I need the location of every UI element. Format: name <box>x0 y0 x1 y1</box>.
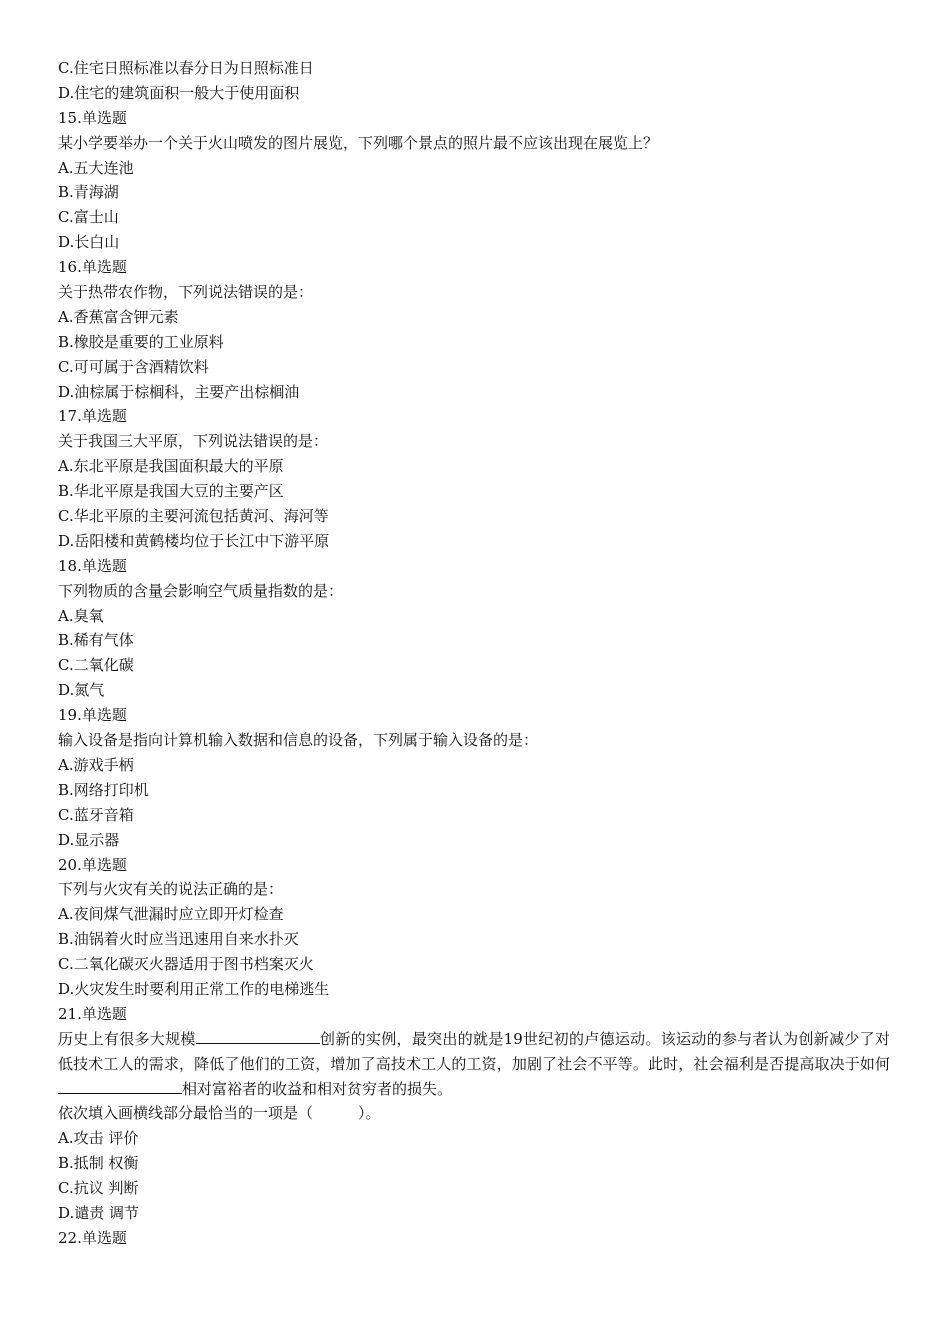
text-line: B.稀有气体 <box>58 631 134 650</box>
question-21-prompt: 依次填入画横线部分最恰当的一项是（ ）。 <box>58 1104 381 1123</box>
text-line: 19.单选题 <box>58 706 127 725</box>
question-lines <box>58 56 890 1027</box>
text-line: C.蓝牙音箱 <box>58 805 134 824</box>
option-line: C.抗议 判断 <box>58 1179 139 1198</box>
text-line: C.富士山 <box>58 208 119 227</box>
text-line: A.臭氧 <box>58 606 104 625</box>
passage-part-1: 历史上有很多大规模 <box>58 1029 196 1048</box>
text-line: 下列与火灾有关的说法正确的是： <box>58 880 284 899</box>
text-line: 15.单选题 <box>58 108 127 127</box>
text-line: A.香蕉富含钾元素 <box>58 307 179 326</box>
text-line: B.油锅着火时应当迅速用自来水扑灭 <box>58 930 299 949</box>
question-22-header: 22.单选题 <box>58 1228 127 1247</box>
passage-part-2: 创新的实例，最突出的就是19世纪初的卢德运动。该运动的参与者认为创新减少了对低技术工人的需求，降低了他们的工资，增加了高技术工人的工资，加剧了社会不平等。此时，社会福利是否提高取决于如何 <box>58 1029 890 1073</box>
text-line: D.氮气 <box>58 681 105 700</box>
question-21-options <box>58 1126 890 1226</box>
option-line: B.抵制 权衡 <box>58 1154 139 1173</box>
text-line: 输入设备是指向计算机输入数据和信息的设备，下列属于输入设备的是： <box>58 731 539 750</box>
text-line: C.华北平原的主要河流包括黄河、海河等 <box>58 507 329 526</box>
text-line: B.华北平原是我国大豆的主要产区 <box>58 482 284 501</box>
text-line: D.长白山 <box>58 233 120 252</box>
text-line: 某小学要举办一个关于火山喷发的图片展览，下列哪个景点的照片最不应该出现在展览上？ <box>58 133 659 152</box>
question-21-passage <box>58 1027 890 1102</box>
text-line: C.二氧化碳灭火器适用于图书档案灭火 <box>58 955 314 974</box>
text-line: A.夜间煤气泄漏时应立即开灯检查 <box>58 905 284 924</box>
text-line: B.青海湖 <box>58 183 119 202</box>
text-line: 18.单选题 <box>58 556 127 575</box>
passage-part-3: 相对富裕者的收益和相对贫穷者的损失。 <box>182 1079 453 1098</box>
text-line: 16.单选题 <box>58 258 127 277</box>
text-line: D.岳阳楼和黄鹤楼均位于长江中下游平原 <box>58 531 330 550</box>
text-line: A.东北平原是我国面积最大的平原 <box>58 457 284 476</box>
text-line: 17.单选题 <box>58 407 127 426</box>
document-body <box>58 56 890 1251</box>
text-line: D.住宅的建筑面积一般大于使用面积 <box>58 83 300 102</box>
text-line: 关于我国三大平原，下列说法错误的是： <box>58 432 329 451</box>
text-line: 21.单选题 <box>58 1004 127 1023</box>
text-line: C.可可属于含酒精饮料 <box>58 357 209 376</box>
text-line: A.游戏手柄 <box>58 755 134 774</box>
text-line: C.住宅日照标准以春分日为日照标准日 <box>58 59 314 77</box>
text-line: B.橡胶是重要的工业原料 <box>58 332 224 351</box>
text-line: 20.单选题 <box>58 855 127 874</box>
text-line: D.显示器 <box>58 830 120 849</box>
text-line: B.网络打印机 <box>58 780 149 799</box>
text-line: 关于热带农作物，下列说法错误的是： <box>58 283 314 302</box>
text-line: D.油棕属于棕榈科，主要产出棕榈油 <box>58 382 300 401</box>
text-line: 下列物质的含量会影响空气质量指数的是： <box>58 581 344 600</box>
option-line: D.谴责 调节 <box>58 1204 140 1223</box>
fill-blank-2 <box>58 1078 182 1094</box>
option-line: A.攻击 评价 <box>58 1129 139 1148</box>
text-line: D.火灾发生时要利用正常工作的电梯逃生 <box>58 979 330 998</box>
text-line: C.二氧化碳 <box>58 656 134 675</box>
text-line: A.五大连池 <box>58 158 134 177</box>
fill-blank-1 <box>196 1028 320 1044</box>
